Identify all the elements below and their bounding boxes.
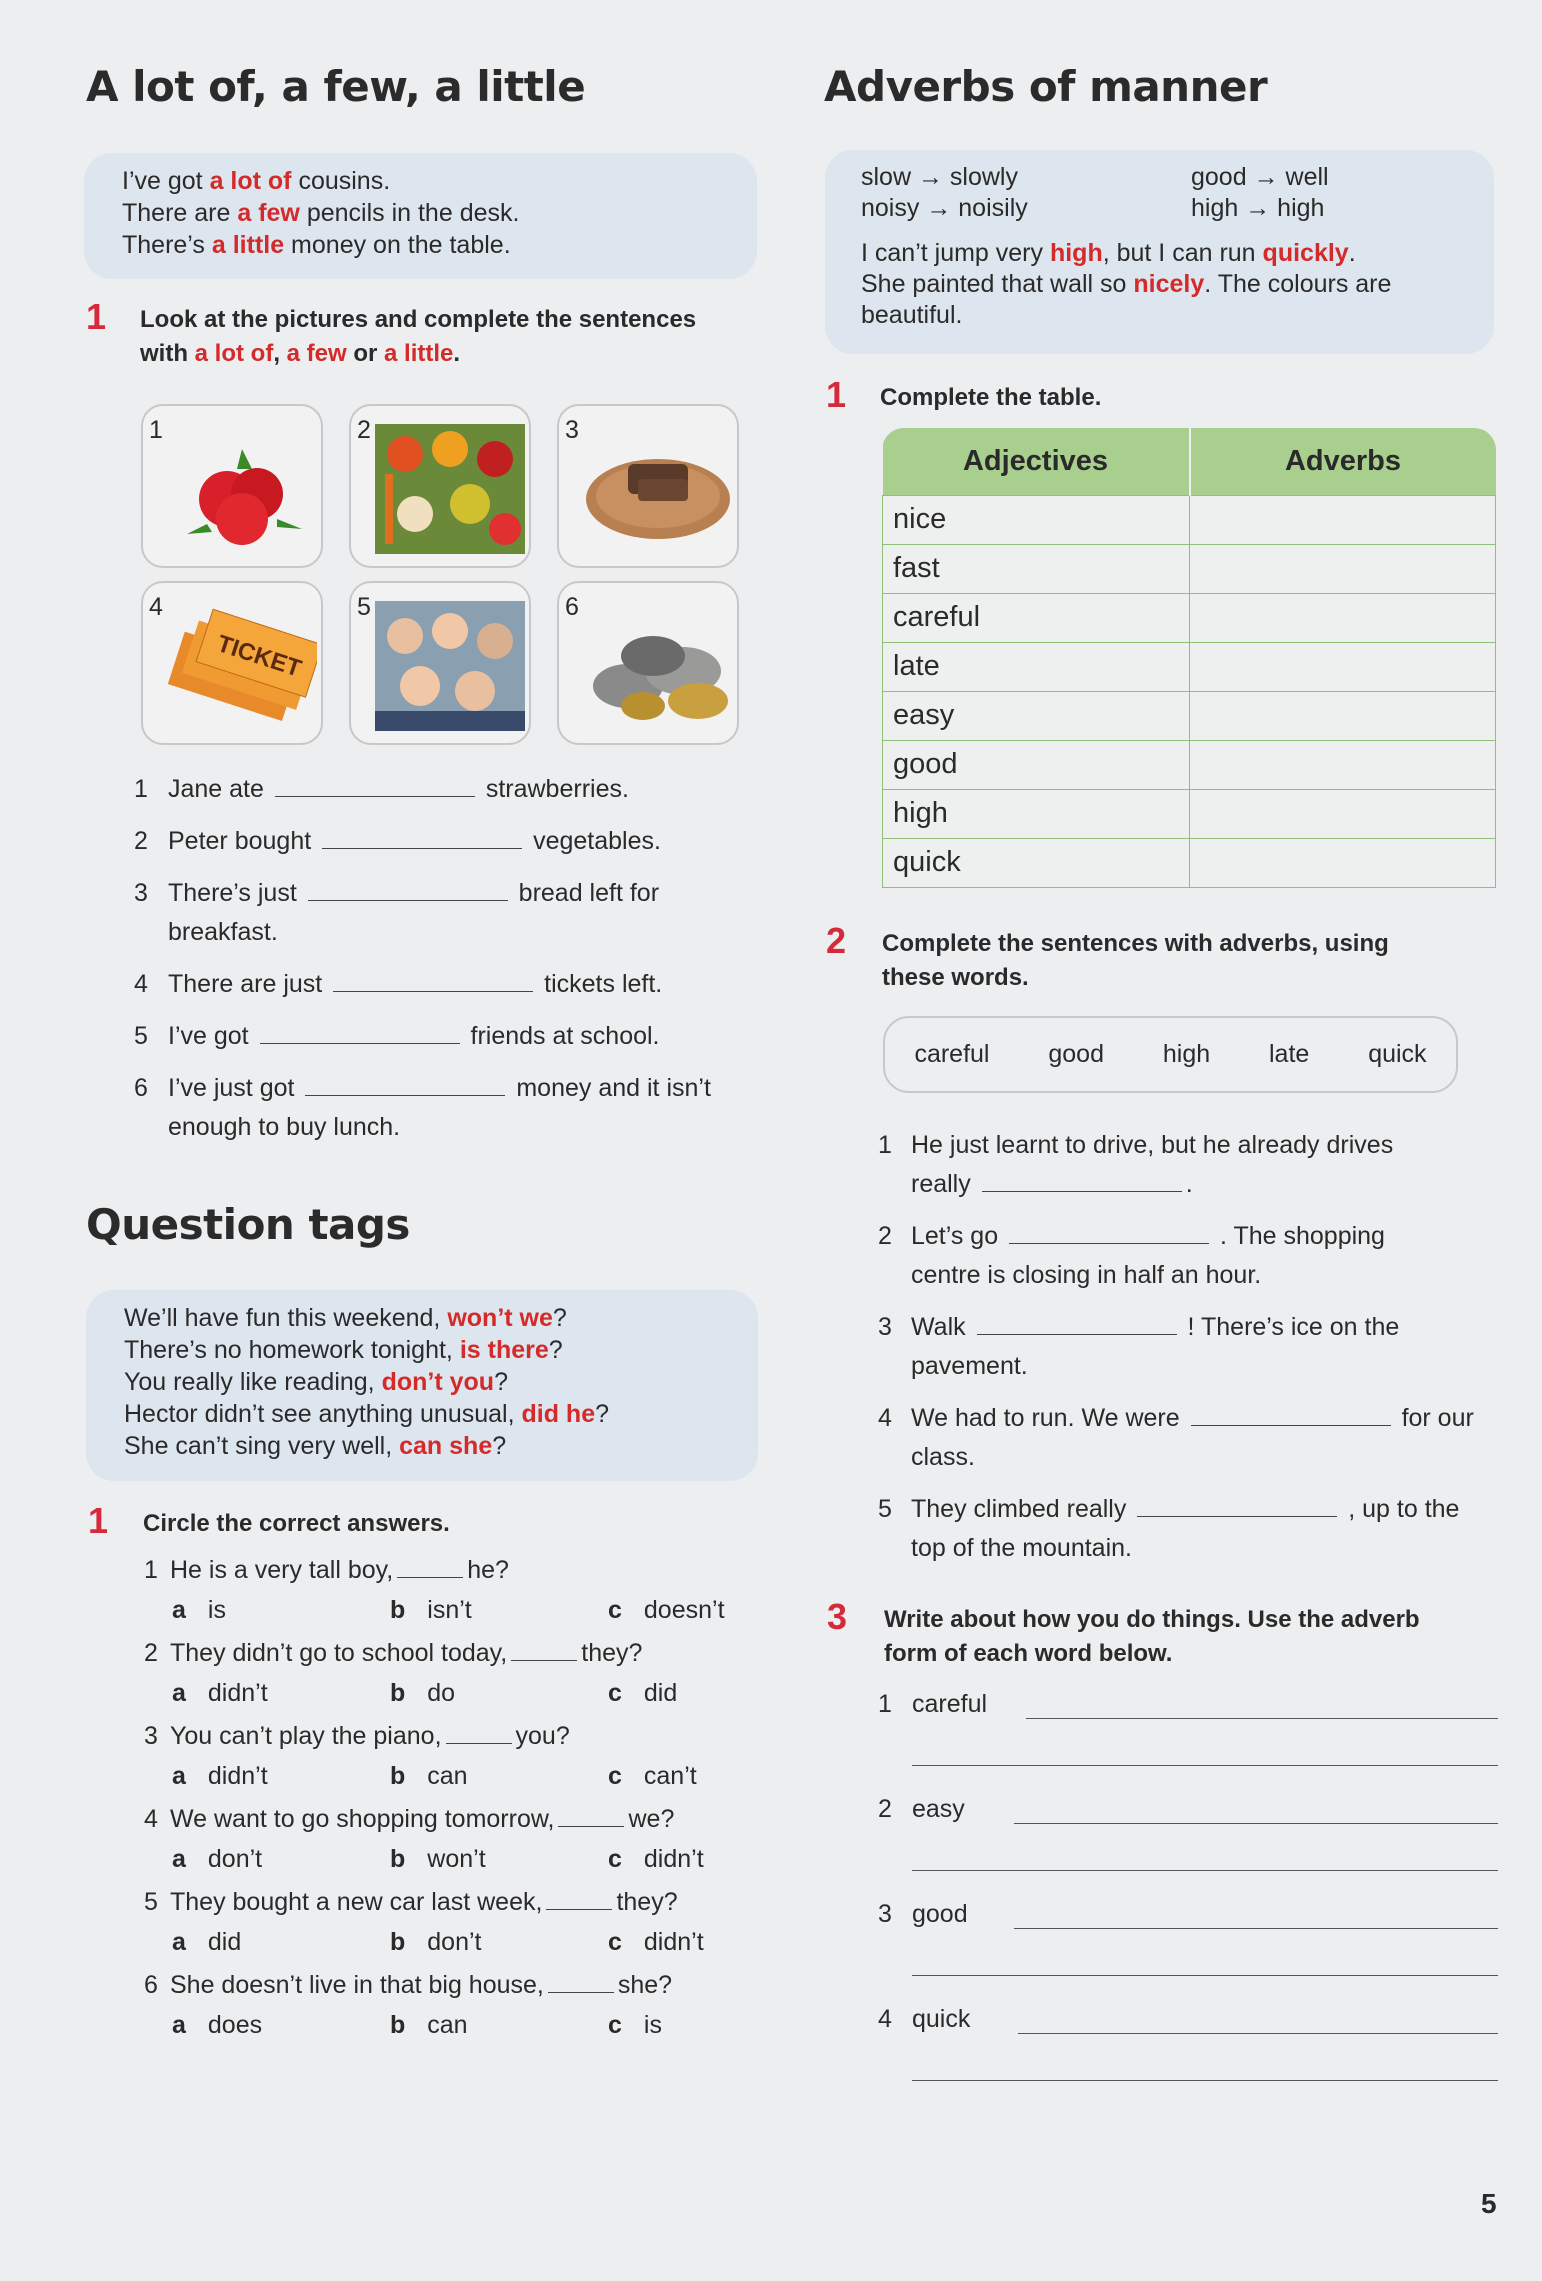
adverbs-example-box xyxy=(825,150,1494,354)
writing-item: 3 good xyxy=(878,1900,1498,2000)
adverb-answer-cell[interactable] xyxy=(1190,740,1496,789)
example-sentence: She can’t sing very well, can she? xyxy=(124,1432,507,1460)
word-bank-item: quick xyxy=(1368,1040,1427,1068)
example-sentence: We’ll have fun this weekend, won’t we? xyxy=(124,1304,567,1332)
coins-icon xyxy=(583,601,733,731)
table-row xyxy=(883,495,1496,544)
example-sentence: She painted that wall so nicely. The colours are beautiful. xyxy=(861,270,1392,329)
picture-card-coins xyxy=(557,581,739,745)
exercise-instruction: Look at the pictures and complete the sentences with a lot of, a few or a little. xyxy=(140,306,697,367)
exercise-instruction: Write about how you do things. Use the adverb form of each word below. xyxy=(884,1606,1420,1667)
sentence-item: 5 They climbed really , up to the top of the mountain. xyxy=(878,1495,1460,1562)
adjective-cell: fast xyxy=(883,544,1190,593)
example-sentence: Hector didn’t see anything unusual, did he? xyxy=(124,1400,609,1428)
sentence-item: 1 He just learnt to drive, but he already drives really . xyxy=(878,1131,1394,1198)
answer-blank[interactable] xyxy=(982,1172,1182,1192)
writing-line[interactable] xyxy=(912,1975,1498,1976)
word-bank xyxy=(883,1016,1458,1093)
answer-option-a[interactable]: a didn’t xyxy=(172,1762,268,1790)
question-item: 2 They didn’t go to school today, they? a didn’t b do c did xyxy=(144,1633,764,1713)
answer-option-a[interactable]: a is xyxy=(172,1596,226,1624)
writing-item: 2 easy xyxy=(878,1795,1498,1895)
answer-option-b[interactable]: b don’t xyxy=(390,1928,482,1956)
multiple-choice-questions xyxy=(144,1550,764,2048)
picture-card-bread xyxy=(557,404,739,568)
adverb-answer-cell[interactable] xyxy=(1190,544,1496,593)
column-header-adjectives: Adjectives xyxy=(883,428,1190,495)
sentence-item: 4 We had to run. We were for our class. xyxy=(878,1404,1474,1471)
writing-line[interactable] xyxy=(912,2080,1498,2081)
question-item: 1 He is a very tall boy, he? a is b isn’t c doesn’t xyxy=(144,1550,764,1630)
example-sentence: There’s no homework tonight, is there? xyxy=(124,1336,563,1364)
adverb-answer-cell[interactable] xyxy=(1190,691,1496,740)
writing-line[interactable] xyxy=(1018,2033,1498,2034)
answer-option-b[interactable]: b can xyxy=(390,1762,468,1790)
adjective-cell: late xyxy=(883,642,1190,691)
question-item: 3 You can’t play the piano, you? a didn’t b can c can’t xyxy=(144,1716,764,1796)
table-row xyxy=(883,642,1496,691)
exercise-instruction: Complete the table. xyxy=(880,384,1102,411)
writing-line[interactable] xyxy=(1014,1928,1498,1929)
vegetables-icon xyxy=(375,424,525,554)
exercise-number: 1 xyxy=(88,1500,109,1541)
answer-option-b[interactable]: b won’t xyxy=(390,1845,486,1873)
answer-option-a[interactable]: a didn’t xyxy=(172,1679,268,1707)
sentence-item: 1 Jane ate strawberries. xyxy=(134,775,629,803)
word-bank-item: high xyxy=(1162,1040,1211,1068)
adjective-cell: careful xyxy=(883,593,1190,642)
strawberries-icon xyxy=(167,424,317,554)
exercise-number: 1 xyxy=(86,296,107,337)
table-row xyxy=(883,691,1496,740)
answer-blank[interactable] xyxy=(333,972,533,992)
answer-option-a[interactable]: a did xyxy=(172,1928,242,1956)
adverb-answer-cell[interactable] xyxy=(1190,642,1496,691)
writing-line[interactable] xyxy=(1014,1823,1498,1824)
example-pair: good → well xyxy=(1191,163,1329,191)
question-item: 4 We want to go shopping tomorrow, we? a don’t b won’t c didn’t xyxy=(144,1799,764,1879)
picture-card-tickets xyxy=(141,581,323,745)
answer-blank[interactable] xyxy=(977,1315,1177,1335)
tickets-icon xyxy=(167,601,317,731)
picture-number: 4 xyxy=(149,593,163,621)
answer-option-a[interactable]: a does xyxy=(172,2011,263,2039)
picture-number: 3 xyxy=(565,416,579,444)
picture-card-strawberries xyxy=(141,404,323,568)
answer-option-c[interactable]: c did xyxy=(608,1679,678,1707)
answer-blank[interactable] xyxy=(305,1076,505,1096)
writing-item: 1 careful xyxy=(878,1690,1498,1790)
picture-number: 5 xyxy=(357,593,371,621)
example-sentence: I can’t jump very high, but I can run quickly. xyxy=(861,239,1356,267)
adverb-answer-cell[interactable] xyxy=(1190,838,1496,887)
table-row xyxy=(883,789,1496,838)
adjective-adverb-table xyxy=(882,428,1496,888)
picture-card-vegetables xyxy=(349,404,531,568)
question-item: 6 She doesn’t live in that big house, she? a does b can c is xyxy=(144,1965,764,2045)
sentence-item: 3 There’s just bread left for breakfast. xyxy=(134,879,660,946)
answer-blank[interactable] xyxy=(446,1724,512,1744)
question-item: 5 They bought a new car last week, they? a did b don’t c didn’t xyxy=(144,1882,764,1962)
adverb-answer-cell[interactable] xyxy=(1190,495,1496,544)
section-title-adverbs: Adverbs of manner xyxy=(824,62,1268,111)
answer-blank[interactable] xyxy=(275,777,475,797)
answer-blank[interactable] xyxy=(322,829,522,849)
picture-number: 2 xyxy=(357,416,371,444)
answer-blank[interactable] xyxy=(548,1973,614,1993)
answer-blank[interactable] xyxy=(511,1641,577,1661)
picture-card-friends xyxy=(349,581,531,745)
sentence-item: 5 I’ve got friends at school. xyxy=(134,1022,660,1050)
friends-icon xyxy=(375,601,525,731)
example-sentence: There’s a little money on the table. xyxy=(122,231,511,259)
quantifiers-example-box xyxy=(84,153,757,279)
adverb-sentences xyxy=(878,1126,1498,1581)
example-pair: high → high xyxy=(1191,194,1325,222)
answer-option-b[interactable]: b can xyxy=(390,2011,468,2039)
answer-option-c[interactable]: c doesn’t xyxy=(608,1596,725,1624)
fill-in-sentences xyxy=(134,770,774,1160)
adverb-answer-cell[interactable] xyxy=(1190,593,1496,642)
question-tags-example-box xyxy=(86,1290,758,1481)
adjective-cell: quick xyxy=(883,838,1190,887)
answer-option-c[interactable]: c didn’t xyxy=(608,1845,704,1873)
word-bank-item: good xyxy=(1048,1040,1104,1068)
section-title-question-tags: Question tags xyxy=(86,1200,410,1249)
answer-option-c[interactable]: c is xyxy=(608,2011,662,2039)
sentence-item: 2 Let’s go . The shopping centre is closing in half an hour. xyxy=(878,1222,1385,1289)
example-pair: slow → slowly xyxy=(861,163,1018,191)
exercise-number: 3 xyxy=(827,1596,848,1637)
answer-blank[interactable] xyxy=(260,1024,460,1044)
word-bank-item: careful xyxy=(914,1040,990,1068)
table-row xyxy=(883,593,1496,642)
adjective-cell: easy xyxy=(883,691,1190,740)
answer-blank[interactable] xyxy=(546,1890,612,1910)
exercise-instruction: Complete the sentences with adverbs, using these words. xyxy=(882,930,1389,991)
answer-blank[interactable] xyxy=(397,1558,463,1578)
answer-blank[interactable] xyxy=(558,1807,624,1827)
writing-line[interactable] xyxy=(912,1870,1498,1871)
answer-option-b[interactable]: b isn’t xyxy=(390,1596,472,1624)
example-sentence: I’ve got a lot of cousins. xyxy=(122,167,391,195)
answer-option-c[interactable]: c didn’t xyxy=(608,1928,704,1956)
writing-line[interactable] xyxy=(912,1765,1498,1766)
example-sentence: There are a few pencils in the desk. xyxy=(122,199,520,227)
answer-option-a[interactable]: a don’t xyxy=(172,1845,263,1873)
adjective-cell: good xyxy=(883,740,1190,789)
adjective-cell: high xyxy=(883,789,1190,838)
answer-blank[interactable] xyxy=(308,881,508,901)
table-row xyxy=(883,544,1496,593)
writing-item: 4 quick xyxy=(878,2005,1498,2105)
column-header-adverbs: Adverbs xyxy=(1190,428,1496,495)
answer-blank[interactable] xyxy=(1137,1497,1337,1517)
example-sentence: You really like reading, don’t you? xyxy=(124,1368,508,1396)
sentence-item: 6 I’ve just got money and it isn’t enough to buy lunch. xyxy=(134,1074,711,1141)
answer-blank[interactable] xyxy=(1191,1406,1391,1426)
sentence-item: 2 Peter bought vegetables. xyxy=(134,827,661,855)
section-title-quantifiers: A lot of, a few, a little xyxy=(86,62,586,111)
picture-number: 6 xyxy=(565,593,579,621)
word-bank-item: late xyxy=(1269,1040,1310,1068)
exercise-instruction: Circle the correct answers. xyxy=(143,1510,450,1537)
sentence-item: 4 There are just tickets left. xyxy=(134,970,663,998)
answer-option-b[interactable]: b do xyxy=(390,1679,456,1707)
ticket-label: TICKET xyxy=(213,630,305,683)
page-number: 5 xyxy=(1481,2188,1497,2219)
table-row xyxy=(883,740,1496,789)
sentence-item: 3 Walk ! There’s ice on the pavement. xyxy=(878,1313,1400,1380)
answer-option-c[interactable]: c can’t xyxy=(608,1762,697,1790)
bread-icon xyxy=(583,424,733,554)
exercise-number: 2 xyxy=(826,920,847,961)
answer-blank[interactable] xyxy=(1009,1224,1209,1244)
adverb-answer-cell[interactable] xyxy=(1190,789,1496,838)
writing-line[interactable] xyxy=(1026,1718,1498,1719)
table-row xyxy=(883,838,1496,887)
picture-number: 1 xyxy=(149,416,163,444)
example-pair: noisy → noisily xyxy=(861,194,1028,222)
exercise-number: 1 xyxy=(826,374,847,415)
adjective-cell: nice xyxy=(883,495,1190,544)
